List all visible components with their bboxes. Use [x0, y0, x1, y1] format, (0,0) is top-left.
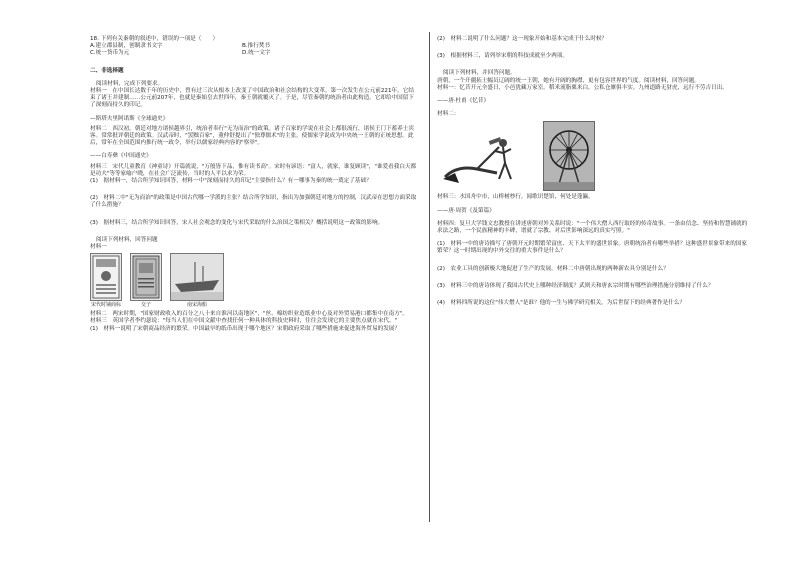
q19-material-2: 材料二 西汉初，朝廷对地方诸侯越界引，统治者奉行"无为而治"的政策。诸子百家的学说在社会上都很流行，诸侯王门下蓄养士宾客。常常批评朝廷的政策。汉武帝时，"罢黜百家"，董仲舒提出了"独尊儒术"的主张，使儒家学说成为中央统一王朝的正统思想。此后，常年在全国范围内推行统一政令，举行以儒家经典内容的"察举"。: [90, 125, 414, 147]
caption: 南宋海船: [186, 302, 207, 309]
q20-intro: 阅读下列材料，回答问题: [96, 236, 158, 243]
q19-source-2: ——白寿彝《中国通史》: [90, 153, 152, 160]
q21-material-2-label: 材料二：: [437, 111, 460, 118]
q21-source-3: ——唐·周贺《及第篇》: [437, 207, 495, 214]
q20-material-2: 材料二 两宋时期，"国家财政收入的百分之八十来自淮河以南地区"，"丝、棉纺织业造纸业中心及对外贸易港口都集中在南方"。: [90, 311, 408, 318]
caption: 宋代时铺商标: [90, 302, 121, 309]
q21-material-1-lead: 唐朝，一个开疆拓土幅员辽阔的统一王朝，她有开阔的胸襟，更有包容世界的气度。阅读材料，回答问题。: [437, 77, 700, 84]
q19-intro: 阅读材料，完成下列要求。: [96, 80, 164, 87]
jiaozi-image: [130, 253, 162, 301]
option-a: A.建立郡县制，创制隶书文字: [90, 43, 163, 50]
right-column: [437, 36, 749, 307]
q20-subquestion-3: (3) 根据材料三，请列举宋朝的科技成就至少两项。: [437, 53, 568, 60]
q20-material-1-label: 材料一: [90, 244, 107, 251]
figure-jiaozi: [130, 253, 162, 309]
figure-song-ship: [170, 253, 224, 309]
option-d: D.统一文字: [242, 50, 271, 57]
q20-figures: [90, 253, 418, 309]
q21-subquestion-3: (3) 材料三中的唐诗体现了我国古代史上哪种经济制度？武则天和唐玄宗时期有哪些治理措施分别维持了什么？: [437, 282, 714, 289]
q20-subquestion-2: (2) 材料二说明了什么问题？这一现象开始和基本完成于什么时候？: [437, 36, 608, 42]
q19-subquestion-2: (2) 材料二中"无为而治"的政策是中国古代哪一学派的主张？结合所学知识，指出为加强朝廷对地方的控制，汉武帝在思想方面采取了什么措施？: [90, 195, 417, 209]
question-18: 18. 下列有关秦朝的叙述中，错误的一项是（ ）: [90, 36, 219, 42]
q21-material-3: 材料三：水国舟中市，山桥树杪行。闻歌识楚馆，何处是蓬瀛。: [437, 194, 594, 201]
question-18-options: [90, 43, 418, 57]
ship-image: [170, 253, 224, 301]
option-b: B.推行焚书: [242, 43, 270, 50]
option-c: C.统一货币为元: [90, 50, 130, 57]
q21-intro: 阅读下列材料，并回答问题。: [443, 70, 516, 77]
q21-source-1: ——唐·杜甫《忆昔》: [437, 98, 490, 105]
q21-subquestion-2: (2) 农业工具的创新极大地促进了生产的发展。材料二中唐朝出现的两种新农具分别是什么？: [437, 265, 669, 272]
figure-song-shop-label: [90, 253, 122, 309]
q19-material-3: 材料三 宋代儿童教育《神童诗》开篇就说，"万般皆下品，惟有读书高"。宋时有谚语："富人，就家，谁复顾读"，"谁爱看我白天都是功夫"等等家喻户晓，在社会广泛流传，当时的人平以求为荣。: [90, 163, 417, 177]
tongche-wheel-image: [543, 121, 595, 191]
q19-material-1: 材料一 在中国长达数千年的历史中，曾有过三次从根本上改变了中国政治和社会结构的大变革。第一次发生在公元前221年，它结束了诸王并建制……公元前207年，也就是秦始皇去世四年，秦王朝就覆灭了。于是，尽管秦朝的统治者由此构造，它却给中国留下了深刻而持久的印记。: [90, 88, 414, 109]
left-column: [90, 36, 418, 333]
section-title: 二、非选择题: [90, 67, 124, 74]
q19-subquestion-3: (3) 据材料三，结合所学知识回答，宋人社会观念的变化与宋代采取的什么治国之策相关？概括说明这一政策的影响。: [90, 219, 384, 226]
q21-material-4: 材料四：复旦大学钱文忠教授在讲述唐朝对外关系时说："一个伟大僧人西行取经的传奇故事。一条由信念、坚持和智慧铺就的求法之路，一个民族精神的丰碑，谱就了宗教、对后世影响深远的真实写照。": [437, 220, 748, 235]
caption: 交子: [140, 302, 151, 309]
q20-subquestion-1: (1) 材料一说明了宋朝商品经济的繁荣。中国最早的纸币出现于哪个地区？宋朝政府采取了哪些措施来促进海外贸易的发展？: [90, 325, 400, 332]
q19-source-1: —斯塔夫里阿诺斯《全球通史》: [90, 115, 169, 122]
column-divider: [429, 32, 430, 522]
quyuan-plow-image: [437, 129, 537, 191]
shop-label-image: [90, 253, 122, 301]
q21-subquestion-1: (1) 材料一中的唐诗描写了唐朝开元时期繁荣富庶、天下太平的盛世景象。唐朝统治者有哪些举措？这种盛世景象带来的国家繁荣？这一时期出现的中外交往的重大事件是什么？: [437, 241, 747, 255]
q21-subquestion-4: (4) 材料四所说的这位"伟大僧人"是谁？他的一生与佛学研究相关，为后世留下的经典著作是什么？: [437, 300, 686, 307]
q21-material-1: 材料一：忆昔开元全盛日，小邑犹藏万家室。稻米流脂粟米白，公私仓廪俱丰实。九州道路无豺虎，远行不劳吉日出。: [437, 84, 728, 91]
q20-material-3: 材料三 英国学者李约瑟说："每当人们在中国文献中查找任何一种具体的科技史料时，往往会发现它的主要焦点就在宋代。": [90, 318, 398, 325]
q21-figures: [437, 121, 749, 191]
q19-subquestion-1: (1) 据材料一，结合所学知识回答，材料一中"深刻而持久的印记"主要指什么？有一哪事为秦的统一奠定了基础？: [90, 178, 372, 185]
